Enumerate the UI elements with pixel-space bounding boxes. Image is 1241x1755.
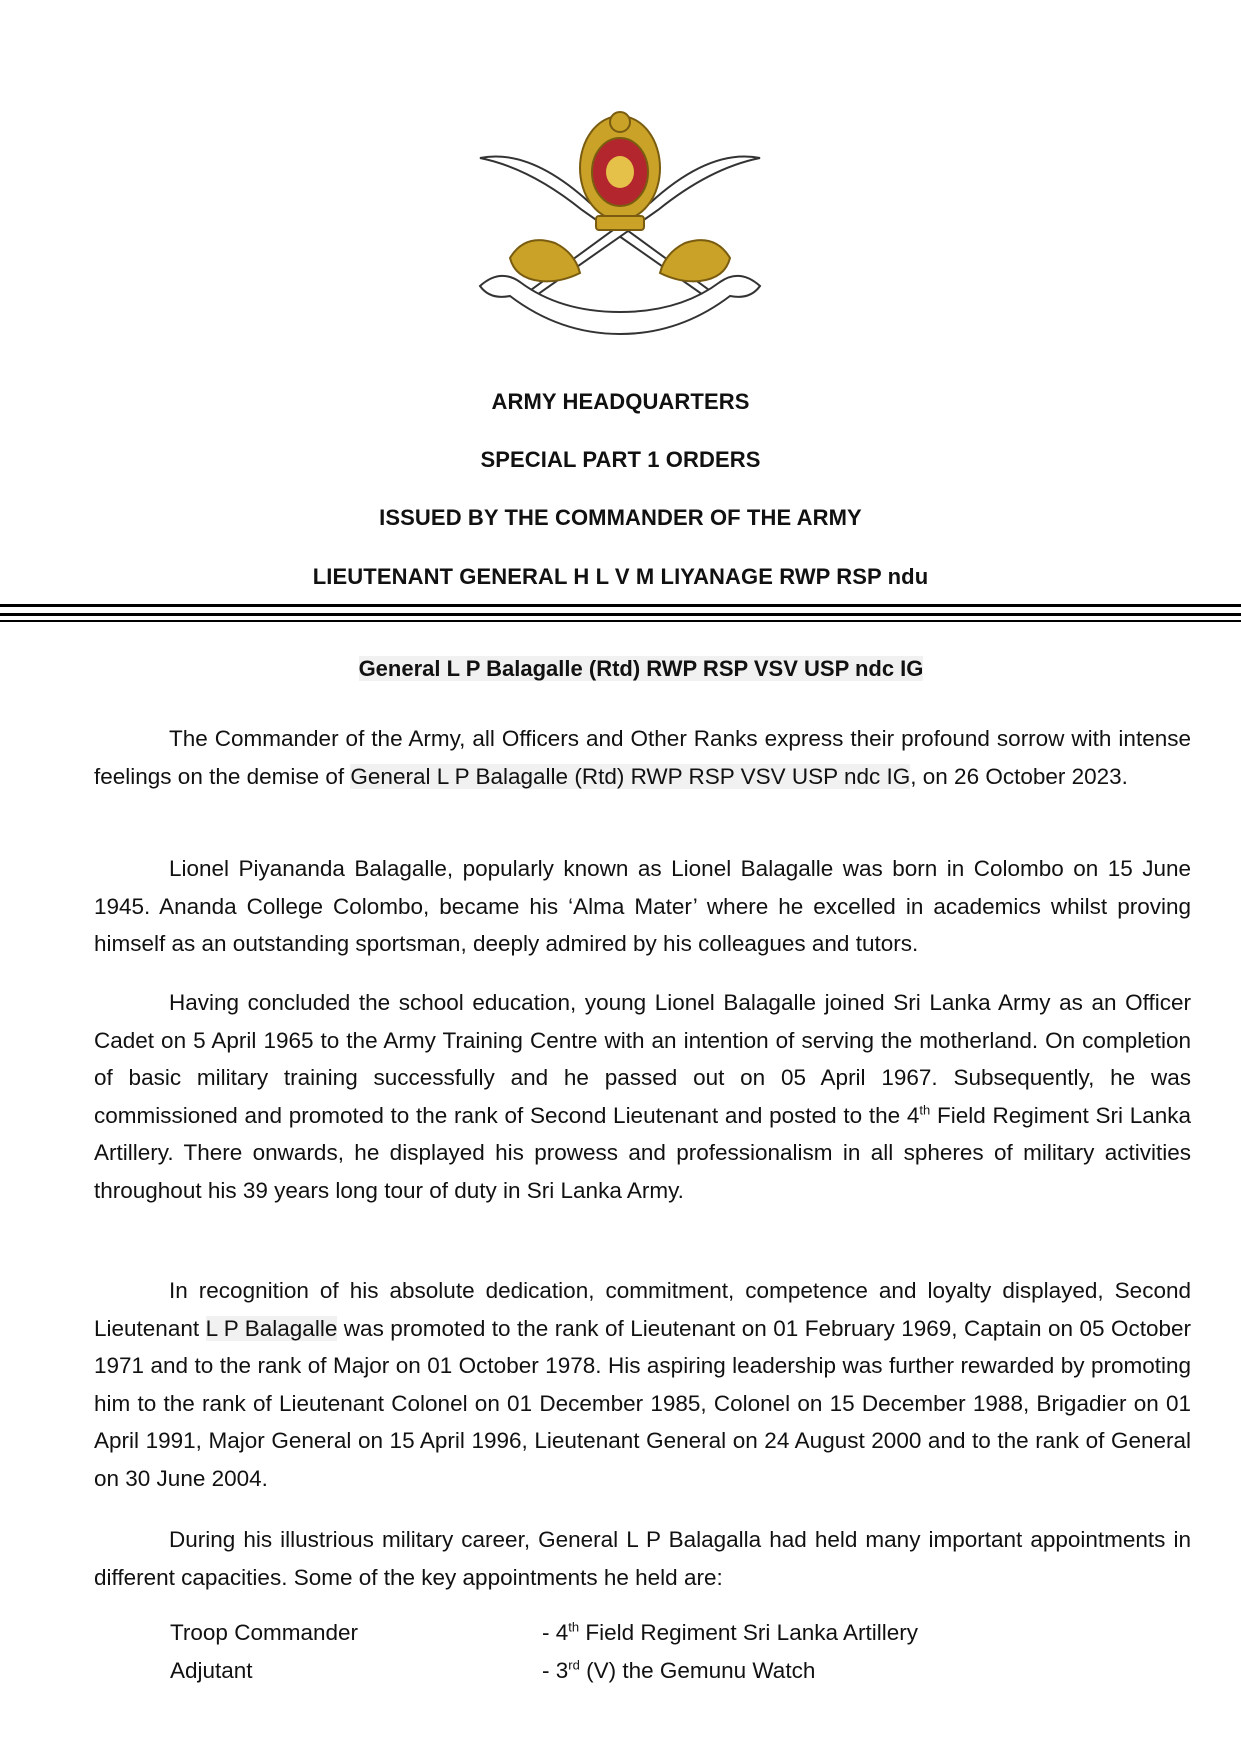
highlighted-name: General L P Balagalle (Rtd) RWP RSP VSV USP ndc IG: [350, 763, 911, 789]
paragraph-text: Having concluded the school education, young Lionel Balagalle joined Sri Lanka Army as an Officer Cadet on 5 April 1965 to the Army Training Centre with an intention of serving the motherland. On completion of basic military training successfully and he passed out on 05 April 1967. Subsequently, he was commissioned and promoted to the rank of Second Lieutenant and posted to the 4: [94, 990, 1191, 1128]
appointment-unit-prefix: - 3: [542, 1658, 569, 1683]
header-commander-name: LIEUTENANT GENERAL H L V M LIYANAGE RWP RSP ndu: [312, 564, 929, 589]
header-army-headquarters: ARMY HEADQUARTERS: [491, 389, 750, 414]
ordinal-suffix: th: [568, 1619, 580, 1635]
ordinal-suffix: rd: [568, 1657, 580, 1673]
divider-rule: [0, 620, 1241, 622]
appointment-row: [170, 1658, 1070, 1692]
appointment-unit-name: (V) the Gemunu Watch: [579, 1658, 816, 1683]
appointment-unit-name: Field Regiment Sri Lanka Artillery: [579, 1620, 918, 1645]
ordinal-suffix: th: [919, 1102, 931, 1117]
army-crest-logo: [470, 108, 770, 358]
paragraph-text: The Commander of the Army, all Officers and Other Ranks express their profound sorrow with intense feelings on the demise of: [94, 726, 1191, 789]
paragraph-condolence: [94, 720, 1191, 795]
appointment-unit: [542, 1658, 815, 1684]
appointment-role: Adjutant: [170, 1658, 253, 1683]
appointment-unit-prefix: - 4: [542, 1620, 569, 1645]
paragraph-text: Field Regiment Sri Lanka Artillery. There onwards, he displayed his prowess and professionalism in all spheres of military activities throughout his 39 years long tour of duty in Sri Lanka Army.: [94, 1102, 1191, 1203]
paragraph-promotions: [94, 1272, 1191, 1497]
subject-text: General L P Balagalle (Rtd) RWP RSP VSV USP ndc IG: [358, 656, 924, 681]
subject-title: [0, 656, 1241, 682]
paragraph-text: In recognition of his absolute dedication, commitment, competence and loyalty displayed, Second Lieutenant: [94, 1278, 1191, 1341]
divider-rule: [0, 604, 1241, 607]
header-special-orders: SPECIAL PART 1 ORDERS: [480, 447, 761, 472]
paragraph-appointments-intro: During his illustrious military career, General L P Balagalla had held many important appointments in different capacities. Some of the key appointments he held are:: [94, 1527, 1191, 1590]
appointment-unit: [542, 1620, 918, 1646]
appointment-role: Troop Commander: [170, 1620, 358, 1645]
paragraph-enlistment: [94, 984, 1191, 1209]
paragraph-text: was promoted to the rank of Lieutenant on 01 February 1969, Captain on 05 October 1971 and to the rank of Major on 01 October 1978. His aspiring leadership was further rewarded by promoting him to the rank of Lieutenant Colonel on 01 December 1985, Colonel on 15 December 1988, Brigadier on 01 April 1991, Major General on 15 April 1996, Lieutenant General on 24 August 2000 and to the rank of General on 30 June 2004.: [94, 1315, 1191, 1491]
paragraph-text: , on 26 October 2023.: [910, 763, 1128, 789]
highlighted-name: L P Balagalle: [205, 1315, 338, 1341]
paragraph-early-life: Lionel Piyananda Balagalle, popularly known as Lionel Balagalle was born in Colombo on 15 June 1945. Ananda College Colombo, became his ‘Alma Mater’ where he excelled in academics whilst proving himself as an outstanding sportsman, deeply admired by his colleagues and tutors.: [94, 856, 1191, 956]
divider-rule: [0, 613, 1241, 616]
header-issued-by: ISSUED BY THE COMMANDER OF THE ARMY: [379, 505, 862, 530]
appointment-row: [170, 1620, 1070, 1654]
